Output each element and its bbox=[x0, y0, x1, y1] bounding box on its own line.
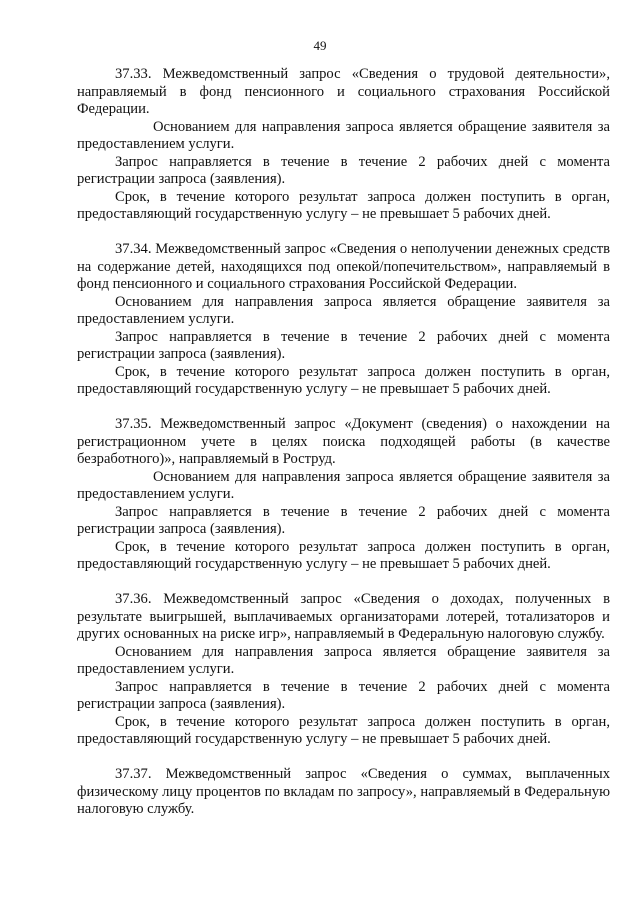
document-body bbox=[77, 66, 610, 836]
section-heading: 37.34. Межведомственный запрос «Сведения о неполучении денежных средств на содержание детей, находящихся под опекой/попечительством», направляемый в фонд пенсионного и социального страхования Российской Федерации. bbox=[77, 241, 610, 292]
section-heading: 37.36. Межведомственный запрос «Сведения о доходах, полученных в результате выигрышей, выплачиваемых организаторами лотерей, тотализаторов и других основанных на риске игр», направляемый в Федеральную налоговую службу. bbox=[77, 591, 610, 642]
section-deadline: Срок, в течение которого результат запроса должен поступить в орган, предоставляющий государственную услугу – не превышает 5 рабочих дней. bbox=[77, 713, 610, 747]
section-37-33 bbox=[77, 66, 610, 224]
section-request: Запрос направляется в течение в течение 2 рабочих дней с момента регистрации запроса (заявления). bbox=[77, 153, 610, 187]
section-deadline: Срок, в течение которого результат запроса должен поступить в орган, предоставляющий государственную услугу – не превышает 5 рабочих дней. bbox=[77, 538, 610, 572]
section-request: Запрос направляется в течение в течение 2 рабочих дней с момента регистрации запроса (заявления). bbox=[77, 328, 610, 362]
section-basis: Основанием для направления запроса является обращение заявителя за предоставлением услуги. bbox=[77, 118, 610, 152]
section-37-37 bbox=[77, 766, 610, 819]
section-37-36 bbox=[77, 591, 610, 749]
section-deadline: Срок, в течение которого результат запроса должен поступить в орган, предоставляющий государственную услугу – не превышает 5 рабочих дней. bbox=[77, 188, 610, 222]
page-number: 49 bbox=[313, 38, 327, 53]
section-37-35 bbox=[77, 416, 610, 574]
section-basis: Основанием для направления запроса является обращение заявителя за предоставлением услуги. bbox=[77, 468, 610, 502]
section-heading: 37.37. Межведомственный запрос «Сведения о суммах, выплаченных физическому лицу процентов по вкладам по запросу», направляемый в Федеральную налоговую службу. bbox=[77, 766, 610, 817]
section-basis: Основанием для направления запроса является обращение заявителя за предоставлением услуги. bbox=[77, 643, 610, 677]
section-deadline: Срок, в течение которого результат запроса должен поступить в орган, предоставляющий государственную услугу – не превышает 5 рабочих дней. bbox=[77, 363, 610, 397]
section-37-34 bbox=[77, 241, 610, 399]
section-request: Запрос направляется в течение в течение 2 рабочих дней с момента регистрации запроса (заявления). bbox=[77, 678, 610, 712]
section-request: Запрос направляется в течение в течение 2 рабочих дней с момента регистрации запроса (заявления). bbox=[77, 503, 610, 537]
section-heading: 37.33. Межведомственный запрос «Сведения о трудовой деятельности», направляемый в фонд пенсионного и социального страхования Российской Федерации. bbox=[77, 66, 610, 117]
section-heading: 37.35. Межведомственный запрос «Документ (сведения) о нахождении на регистрационном учете в целях поиска подходящей работы (в качестве безработного)», направляемый в Роструд. bbox=[77, 416, 610, 467]
section-basis: Основанием для направления запроса является обращение заявителя за предоставлением услуги. bbox=[77, 293, 610, 327]
